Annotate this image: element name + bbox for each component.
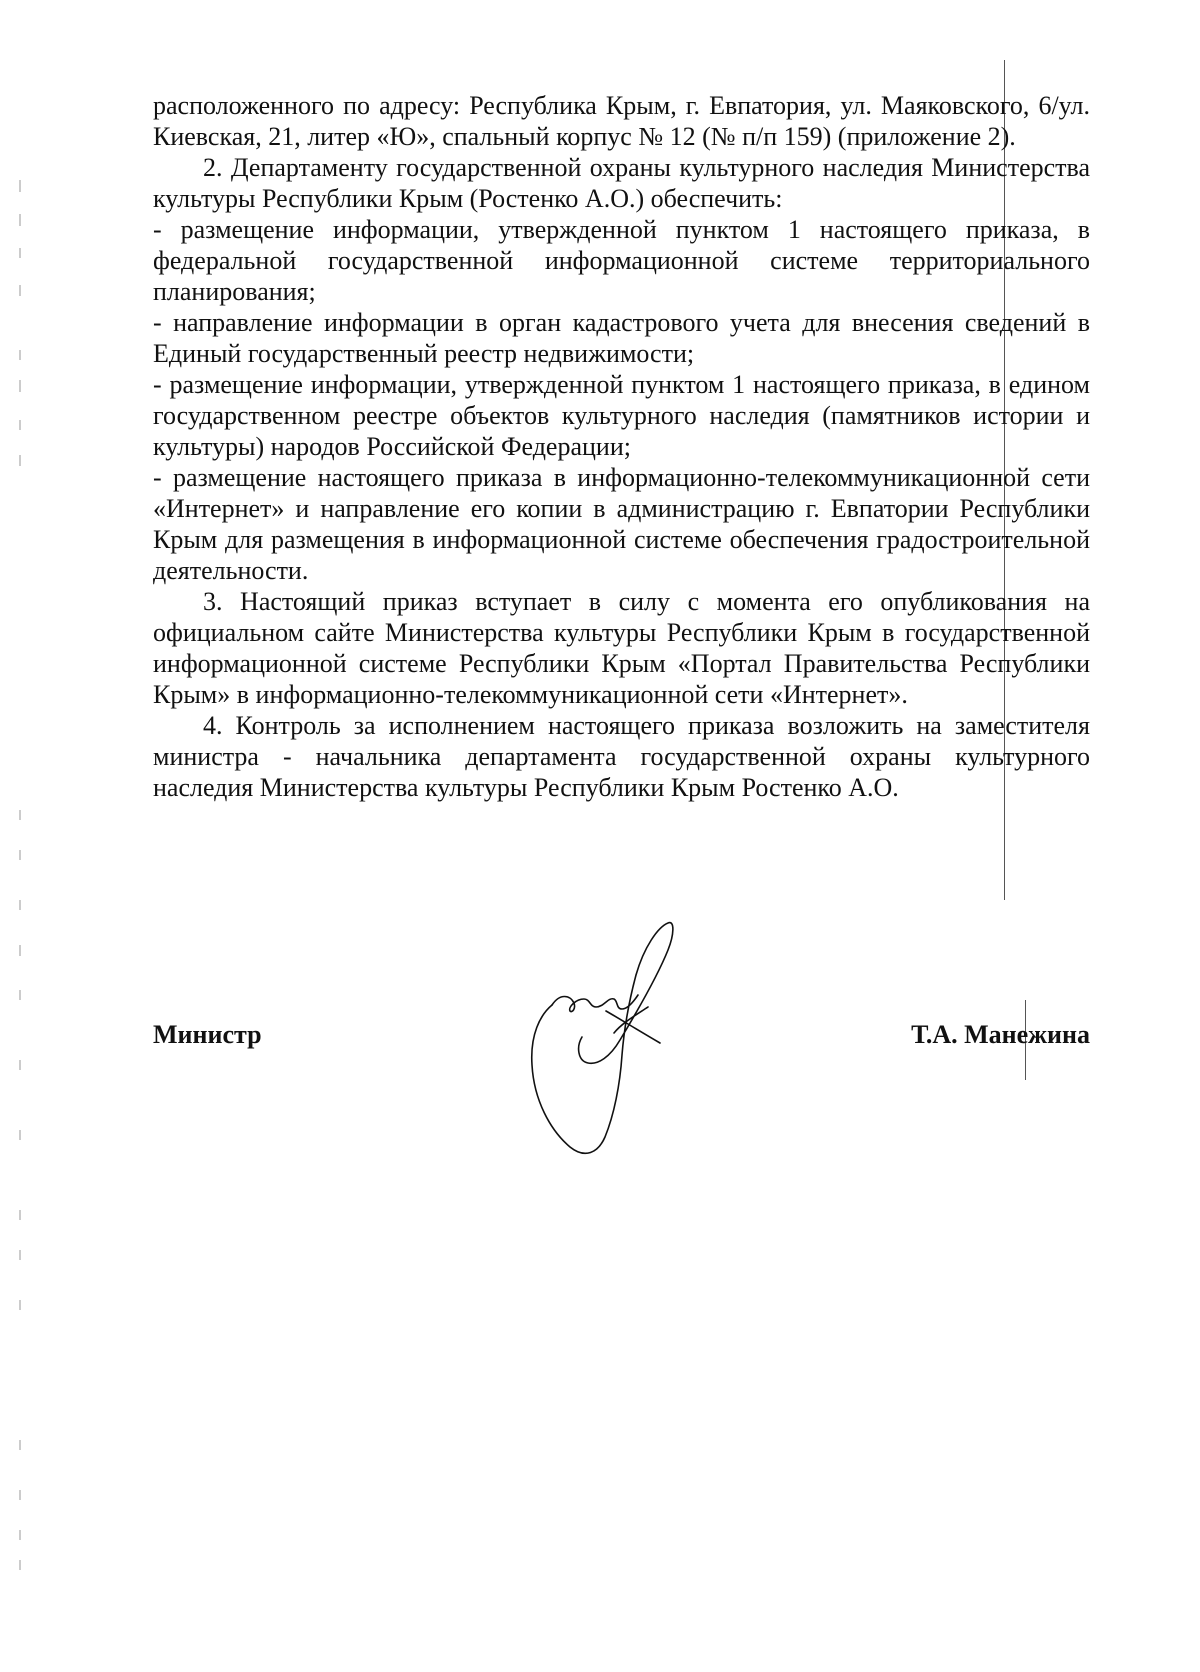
signature-block <box>153 1020 1090 1060</box>
paragraph-bullet-4: - размещение настоящего приказа в информационно-телекоммуникационной сети «Интернет» и направление его копии в администрацию г. Евпатории Республики Крым для размещения в информационной системе обеспечения градостроительной деятельности. <box>153 463 1090 585</box>
paragraph-bullet-3: - размещение информации, утвержденной пунктом 1 настоящего приказа, в едином государственном реестре объектов культурного наследия (памятников истории и культуры) народов Российской Федерации; <box>153 370 1090 461</box>
document-body <box>153 90 1090 803</box>
signatory-title: Министр <box>153 1020 262 1049</box>
signatory-name: Т.А. Манежина <box>911 1020 1090 1049</box>
paragraph-item-4: 4. Контроль за исполнением настоящего приказа возложить на заместителя министра - начальника департамента государственной охраны культурного наследия Министерства культуры Республики Крым Ростенко А.О. <box>153 711 1090 802</box>
paragraph-item-2: 2. Департаменту государственной охраны культурного наследия Министерства культуры Республики Крым (Ростенко А.О.) обеспечить: <box>153 153 1090 213</box>
scan-margin-marks <box>18 0 48 1667</box>
paragraph-bullet-1: - размещение информации, утвержденной пунктом 1 настоящего приказа, в федеральной государственной информационной системе территориального планирования; <box>153 215 1090 306</box>
paragraph-item-3: 3. Настоящий приказ вступает в силу с момента его опубликования на официальном сайте Министерства культуры Республики Крым в государственной информационной системе Республики Крым «Портал Правительства Республики Крым» в информационно-телекоммуникационной сети «Интернет». <box>153 587 1090 709</box>
paragraph-bullet-2: - направление информации в орган кадастрового учета для внесения сведений в Единый государственный реестр недвижимости; <box>153 308 1090 368</box>
paragraph-continuation: расположенного по адресу: Республика Крым, г. Евпатория, ул. Маяковского, 6/ул. Киевская, 21, литер «Ю», спальный корпус № 12 (№ п/п 159) (приложение 2). <box>153 91 1090 151</box>
